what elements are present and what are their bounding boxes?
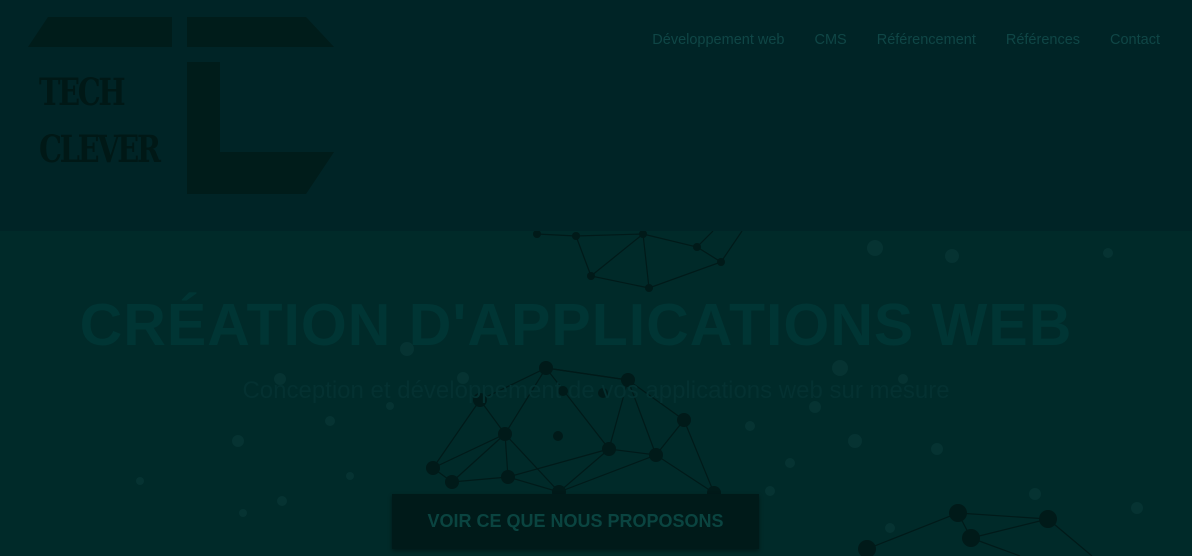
- nav-item-developpement-web[interactable]: Développement web: [652, 32, 785, 48]
- hero-section: [0, 231, 1192, 556]
- nav-item-contact[interactable]: Contact: [1110, 32, 1160, 48]
- nav-item-references[interactable]: Références: [1005, 32, 1081, 48]
- voir-propositions-button[interactable]: VOIR CE QUE NOUS PROPOSONS: [392, 494, 759, 549]
- main-nav: [622, 32, 1160, 48]
- hero-subtitle: Conception et développement de vos applications web sur mesure: [242, 377, 950, 404]
- hero-title: CRÉATION D'APPLICATIONS WEB: [79, 292, 1073, 358]
- logo-text-line2: CLEVER: [39, 127, 159, 171]
- logo-text-line1: TECH: [39, 70, 124, 114]
- brand-logo[interactable]: [28, 14, 340, 196]
- site-header: [0, 0, 1192, 231]
- nav-item-cms[interactable]: CMS: [814, 32, 847, 48]
- nav-item-referencement[interactable]: Référencement: [876, 32, 976, 48]
